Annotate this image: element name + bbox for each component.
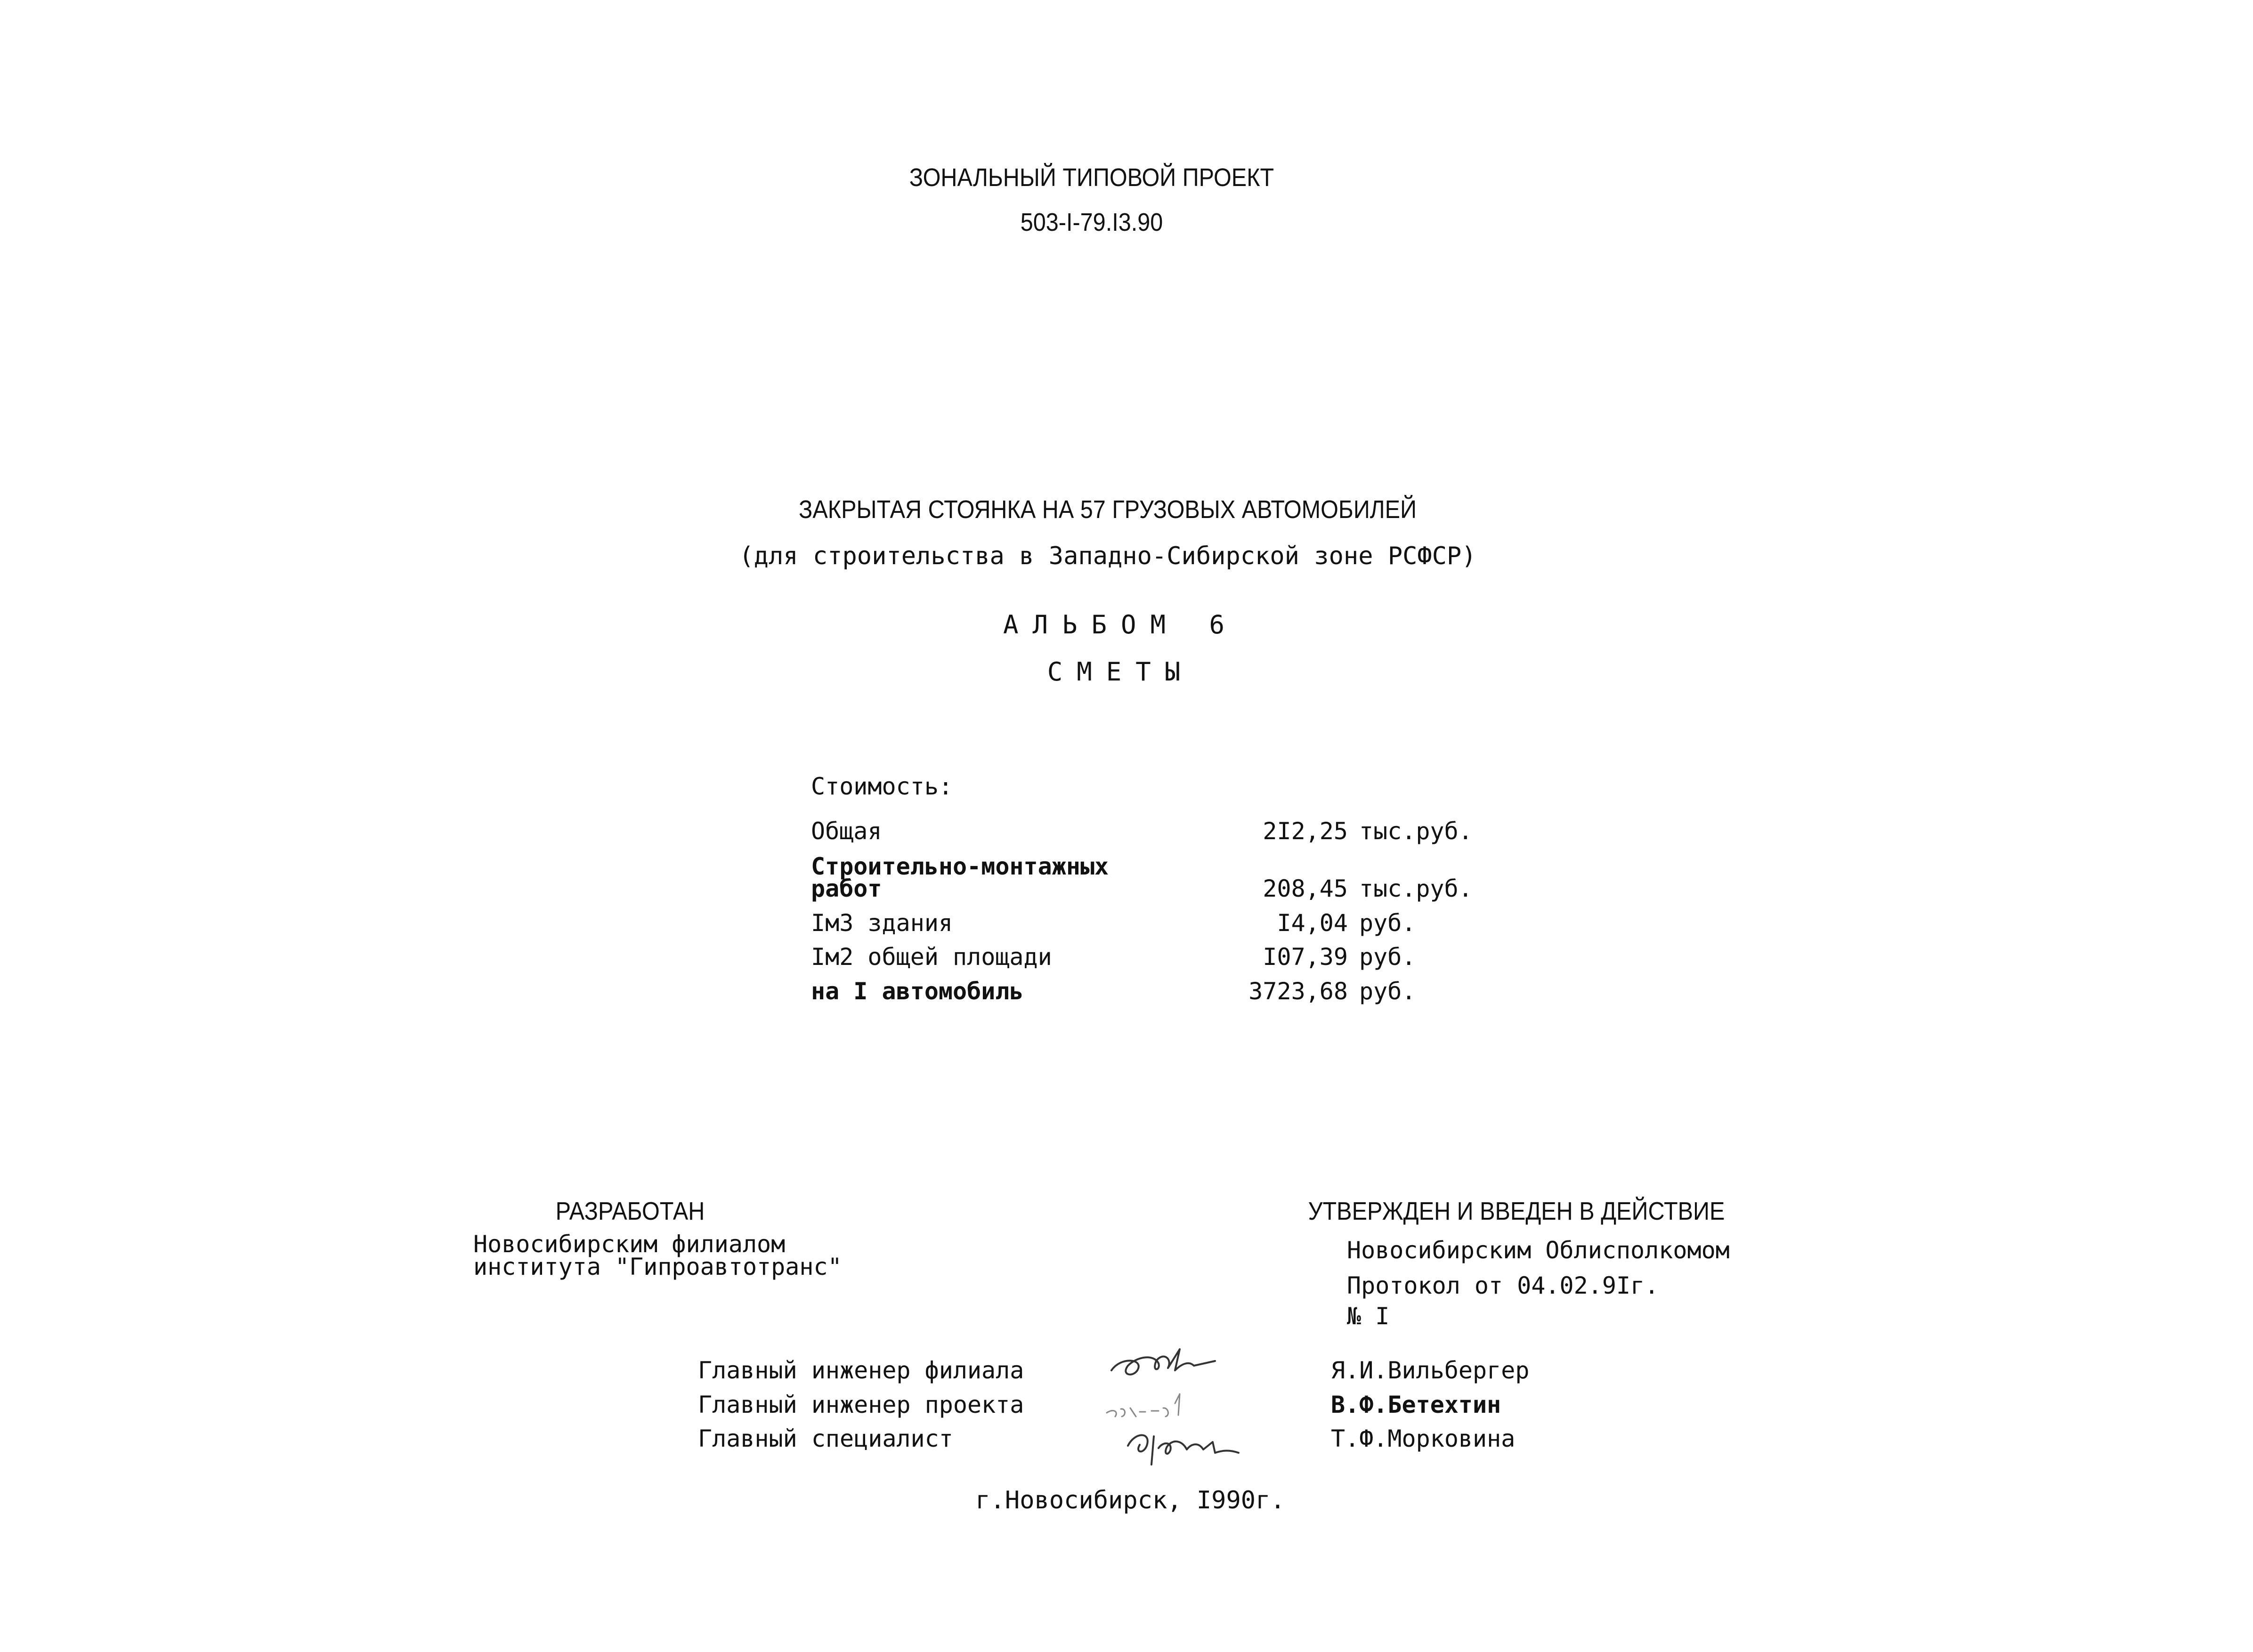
section-title: СМЕТЫ [1047,657,1195,687]
cost-label: Iм2 общей площади [811,943,1052,971]
cost-unit: тыс.руб. [1359,875,1473,902]
cost-unit: руб. [1359,909,1416,937]
signatory-position: Главный инженер филиала [698,1357,1024,1384]
cost-unit: руб. [1359,978,1416,1005]
signatory-position: Главный инженер проекта [698,1391,1024,1418]
cost-unit: руб. [1359,943,1416,971]
cost-value: 208,45 [1263,875,1348,902]
cost-heading: Стоимость: [811,773,953,800]
handwritten-signatures [1093,1337,1272,1479]
document-subtitle: (для строительства в Западно-Сибирской зоне РСФСР) [739,542,1476,570]
developed-org: Новосибирским филиалом [473,1231,786,1258]
place-and-year: г.Новосибирск, I990г. [975,1486,1285,1514]
cost-label: Строительно-монтажных [811,853,1109,880]
cost-label: Iм3 здания [811,909,953,937]
cost-value: I4,04 [1277,909,1348,937]
approved-protocol: Протокол от 04.02.9Iг. [1347,1272,1659,1299]
approved-protocol-number: № I [1347,1303,1390,1330]
cost-value: I07,39 [1263,943,1348,971]
cost-value: 2I2,25 [1263,818,1348,845]
cost-label: Общая [811,818,882,845]
project-number: 503-I-79.I3.90 [1020,208,1163,236]
approved-authority: Новосибирским Облисполкомом [1347,1237,1730,1264]
project-type: ЗОНАЛЬНЫЙ ТИПОВОЙ ПРОЕКТ [909,163,1274,192]
signatory-name: Т.Ф.Морковина [1331,1425,1516,1452]
developed-heading: РАЗРАБОТАН [555,1197,705,1225]
cost-unit: тыс.руб. [1359,818,1473,845]
approved-heading: УТВЕРЖДЕН И ВВЕДЕН В ДЕЙСТВИЕ [1308,1197,1725,1225]
signatory-name: Я.И.Вильбергер [1331,1357,1530,1384]
cost-label-continued: работ [811,875,882,902]
cost-label: на I автомобиль [811,978,1024,1005]
developed-institute: института "Гипроавтотранс" [473,1253,842,1280]
document-title: ЗАКРЫТАЯ СТОЯНКА НА 57 ГРУЗОВЫХ АВТОМОБИЛЕЙ [798,495,1417,524]
album-number: АЛЬБОМ 6 [1003,610,1239,640]
cost-value: 3723,68 [1248,978,1348,1005]
signatory-name: В.Ф.Бетехтин [1331,1391,1501,1418]
signatory-position: Главный специалист [698,1425,953,1452]
